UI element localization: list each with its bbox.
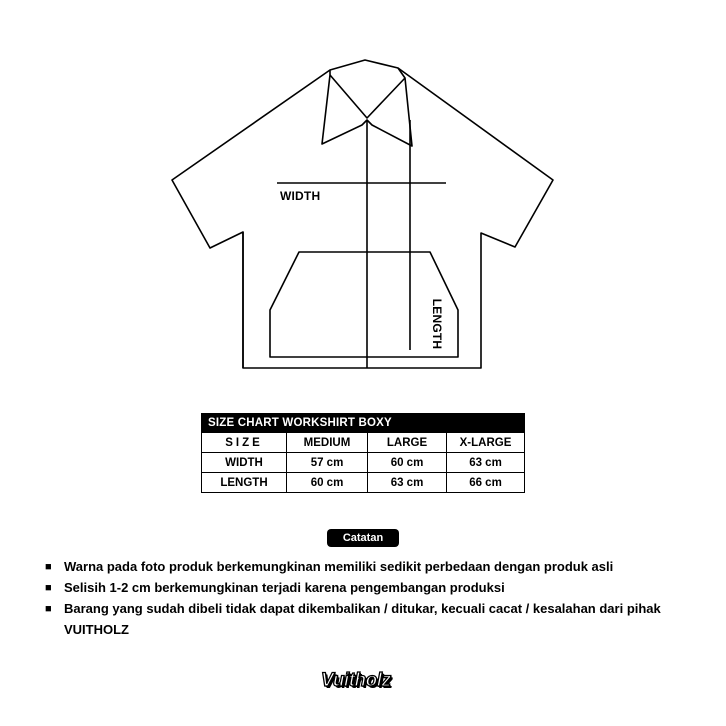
header-size: SIZE — [202, 433, 287, 453]
table-row — [202, 453, 525, 473]
size-chart-table — [201, 413, 525, 493]
square-bullet-icon: ■ — [45, 582, 52, 594]
table-cell: 66 cm — [447, 473, 525, 493]
table-cell: 57 cm — [287, 453, 368, 473]
size-chart — [201, 413, 525, 493]
header-x-large: X-LARGE — [447, 433, 525, 453]
list-item — [40, 556, 700, 577]
header-medium: MEDIUM — [287, 433, 368, 453]
list-item — [40, 598, 700, 640]
note-text: Selisih 1-2 cm berkemungkinan terjadi karena pengembangan produksi — [64, 580, 505, 595]
list-item — [40, 577, 700, 598]
header-large: LARGE — [368, 433, 447, 453]
table-cell: 63 cm — [447, 453, 525, 473]
collar-band — [330, 75, 405, 118]
square-bullet-icon: ■ — [45, 561, 52, 573]
table-header-row — [202, 433, 525, 453]
table-cell: 60 cm — [368, 453, 447, 473]
note-text: Warna pada foto produk berkemungkinan memiliki sedikit perbedaan dengan produk asli — [64, 559, 614, 574]
size-chart-title: SIZE CHART WORKSHIRT BOXY — [202, 414, 525, 433]
length-label: LENGTH — [430, 298, 444, 350]
row-label-width: WIDTH — [202, 453, 287, 473]
table-row — [202, 473, 525, 493]
table-cell: 60 cm — [287, 473, 368, 493]
note-text: Barang yang sudah dibeli tidak dapat dikembalikan / ditukar, kecuali cacat / kesalahan dari pihak VUITHOLZ — [64, 601, 661, 637]
row-label-length: LENGTH — [202, 473, 287, 493]
brand-logo: Vuitholz — [321, 670, 391, 691]
square-bullet-icon: ■ — [45, 603, 52, 615]
notes-badge: Catatan — [327, 529, 399, 547]
table-cell: 63 cm — [368, 473, 447, 493]
width-label: WIDTH — [280, 189, 321, 203]
notes-list — [40, 556, 700, 640]
